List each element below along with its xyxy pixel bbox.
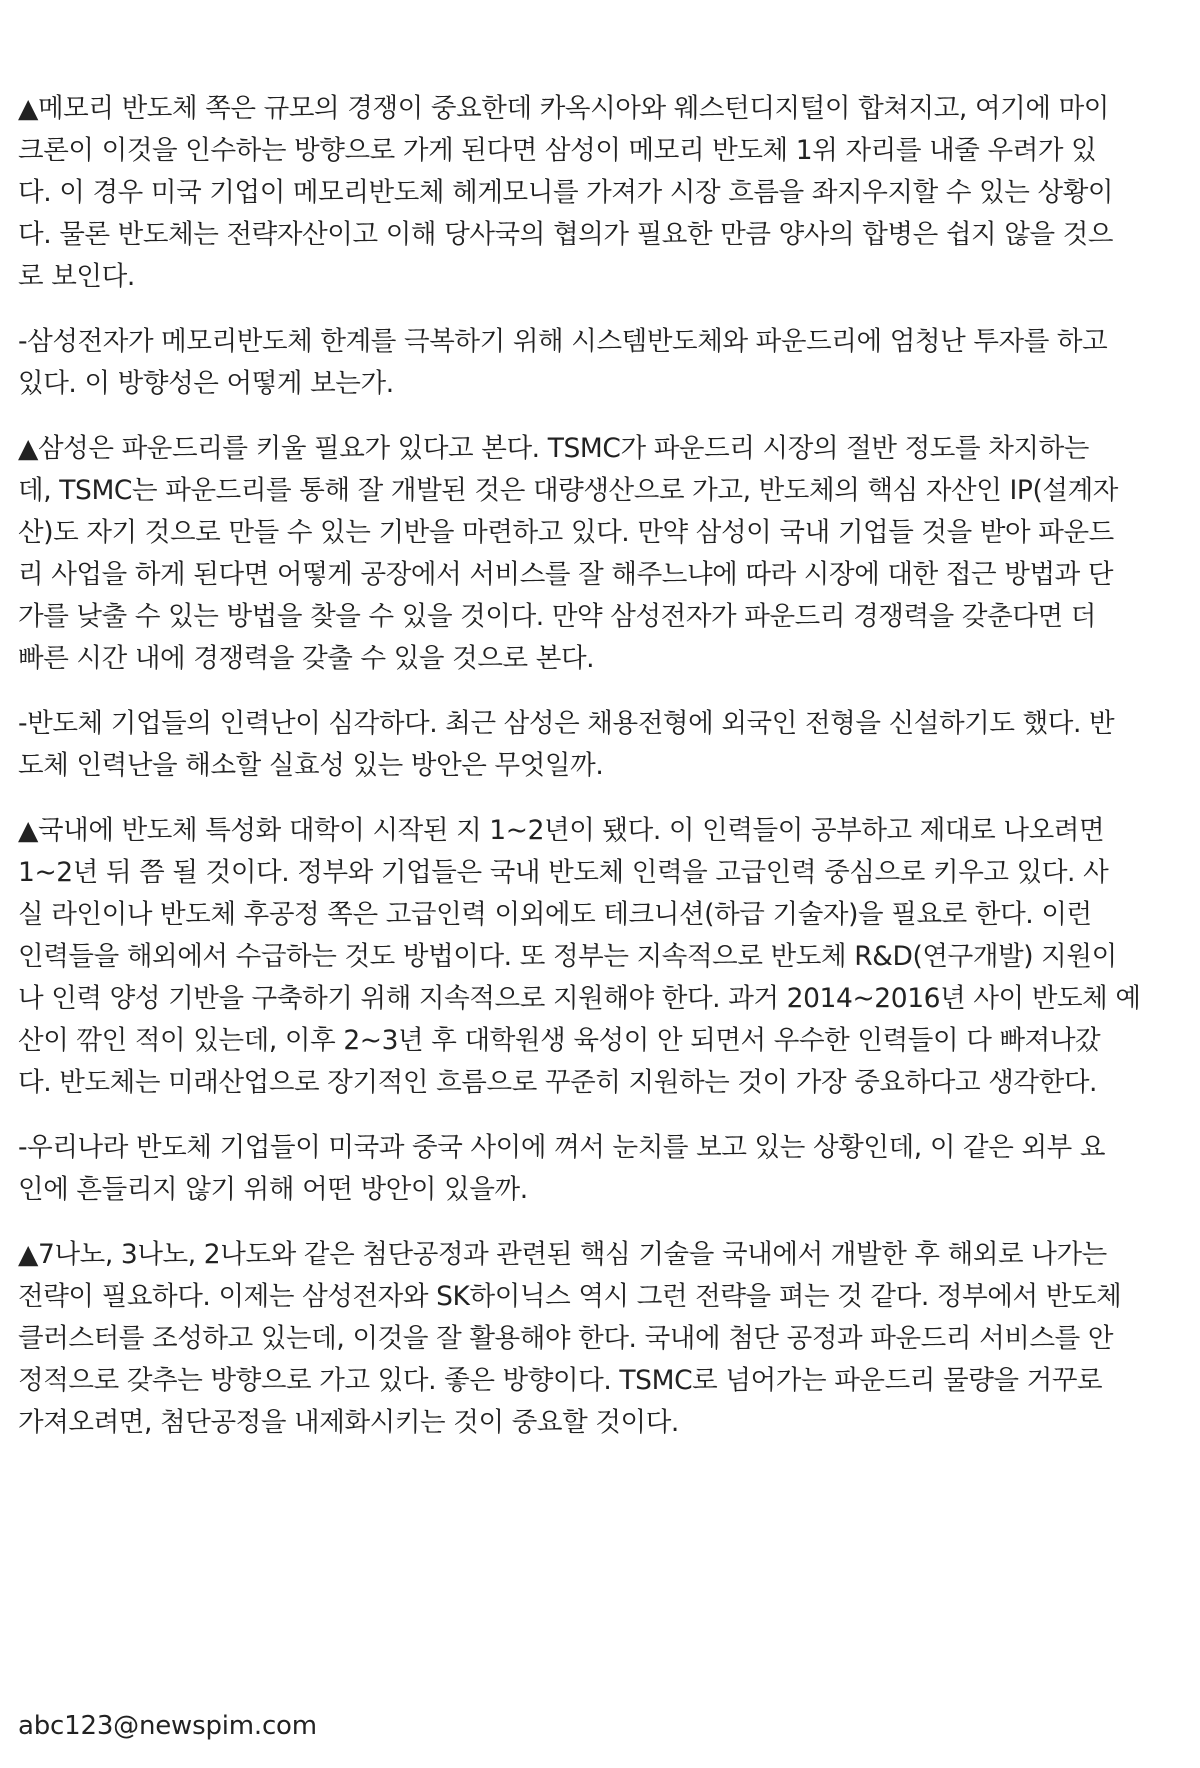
text-line: 데, TSMC는 파운드리를 통해 잘 개발된 것은 대량생산으로 가고, 반도체의 핵심 자산인 IP(설계자	[18, 475, 1119, 506]
question-paragraph	[18, 321, 1193, 405]
text-line: 클러스터를 조성하고 있는데, 이것을 잘 활용해야 한다. 국내에 첨단 공정과 파운드리 서비스를 안	[18, 1323, 1114, 1354]
text-line: ▲메모리 반도체 쪽은 규모의 경쟁이 중요한데 카옥시아와 웨스턴디지털이 합쳐지고, 여기에 마이	[18, 93, 1109, 124]
question-paragraph	[18, 703, 1193, 787]
article-body	[18, 88, 1193, 1467]
text-line: 빠른 시간 내에 경쟁력을 갖출 수 있을 것으로 본다.	[18, 643, 595, 674]
text-line: 인력들을 해외에서 수급하는 것도 방법이다. 또 정부는 지속적으로 반도체 R&D(연구개발) 지원이	[18, 941, 1117, 972]
answer-paragraph	[18, 1234, 1193, 1444]
text-line: 1~2년 뒤 쯤 될 것이다. 정부와 기업들은 국내 반도체 인력을 고급인력 중심으로 키우고 있다. 사	[18, 857, 1109, 888]
text-line: 다. 반도체는 미래산업으로 장기적인 흐름으로 꾸준히 지원하는 것이 가장 중요하다고 생각한다.	[18, 1067, 1098, 1098]
text-line: 리 사업을 하게 된다면 어떻게 공장에서 서비스를 잘 해주느냐에 따라 시장에 대한 접근 방법과 단	[18, 559, 1114, 590]
text-line: 전략이 필요하다. 이제는 삼성전자와 SK하이닉스 역시 그런 전략을 펴는 것 같다. 정부에서 반도체	[18, 1281, 1122, 1312]
text-line: 정적으로 갖추는 방향으로 가고 있다. 좋은 방향이다. TSMC로 넘어가는 파운드리 물량을 거꾸로	[18, 1365, 1103, 1396]
text-line: 산)도 자기 것으로 만들 수 있는 기반을 마련하고 있다. 만약 삼성이 국내 기업들 것을 받아 파운드	[18, 517, 1114, 548]
text-line: 가져오려면, 첨단공정을 내제화시키는 것이 중요할 것이다.	[18, 1407, 679, 1438]
answer-paragraph	[18, 810, 1193, 1104]
text-line: 실 라인이나 반도체 후공정 쪽은 고급인력 이외에도 테크니션(하급 기술자)을 필요로 한다. 이런	[18, 899, 1092, 930]
text-line: -삼성전자가 메모리반도체 한계를 극복하기 위해 시스템반도체와 파운드리에 엄청난 투자를 하고	[18, 326, 1108, 357]
text-line: ▲국내에 반도체 특성화 대학이 시작된 지 1~2년이 됐다. 이 인력들이 공부하고 제대로 나오려면	[18, 815, 1105, 846]
question-paragraph	[18, 1127, 1193, 1211]
text-line: ▲삼성은 파운드리를 키울 필요가 있다고 본다. TSMC가 파운드리 시장의 절반 정도를 차지하는	[18, 433, 1090, 464]
text-line: 인에 흔들리지 않기 위해 어떤 방안이 있을까.	[18, 1174, 528, 1205]
text-line: 다. 물론 반도체는 전략자산이고 이해 당사국의 협의가 필요한 만큼 양사의 합병은 쉽지 않을 것으	[18, 219, 1114, 250]
text-line: ▲7나노, 3나노, 2나도와 같은 첨단공정과 관련된 핵심 기술을 국내에서 개발한 후 해외로 나가는	[18, 1239, 1107, 1270]
reporter-email[interactable]: abc123@newspim.com	[18, 1711, 317, 1741]
text-line: 나 인력 양성 기반을 구축하기 위해 지속적으로 지원해야 한다. 과거 2014~2016년 사이 반도체 예	[18, 983, 1141, 1014]
answer-paragraph	[18, 428, 1193, 680]
answer-paragraph	[18, 88, 1193, 298]
text-line: -우리나라 반도체 기업들이 미국과 중국 사이에 껴서 눈치를 보고 있는 상황인데, 이 같은 외부 요	[18, 1132, 1106, 1163]
text-line: 있다. 이 방향성은 어떻게 보는가.	[18, 368, 394, 399]
text-line: 가를 낮출 수 있는 방법을 찾을 수 있을 것이다. 만약 삼성전자가 파운드리 경쟁력을 갖춘다면 더	[18, 601, 1096, 632]
text-line: 도체 인력난을 해소할 실효성 있는 방안은 무엇일까.	[18, 750, 604, 781]
text-line: 다. 이 경우 미국 기업이 메모리반도체 헤게모니를 가져가 시장 흐름을 좌지우지할 수 있는 상황이	[18, 177, 1114, 208]
text-line: -반도체 기업들의 인력난이 심각하다. 최근 삼성은 채용전형에 외국인 전형을 신설하기도 했다. 반	[18, 708, 1115, 739]
text-line: 로 보인다.	[18, 261, 135, 292]
text-line: 산이 깎인 적이 있는데, 이후 2~3년 후 대학원생 육성이 안 되면서 우수한 인력들이 다 빠져나갔	[18, 1025, 1101, 1056]
text-line: 크론이 이것을 인수하는 방향으로 가게 된다면 삼성이 메모리 반도체 1위 자리를 내줄 우려가 있	[18, 135, 1097, 166]
